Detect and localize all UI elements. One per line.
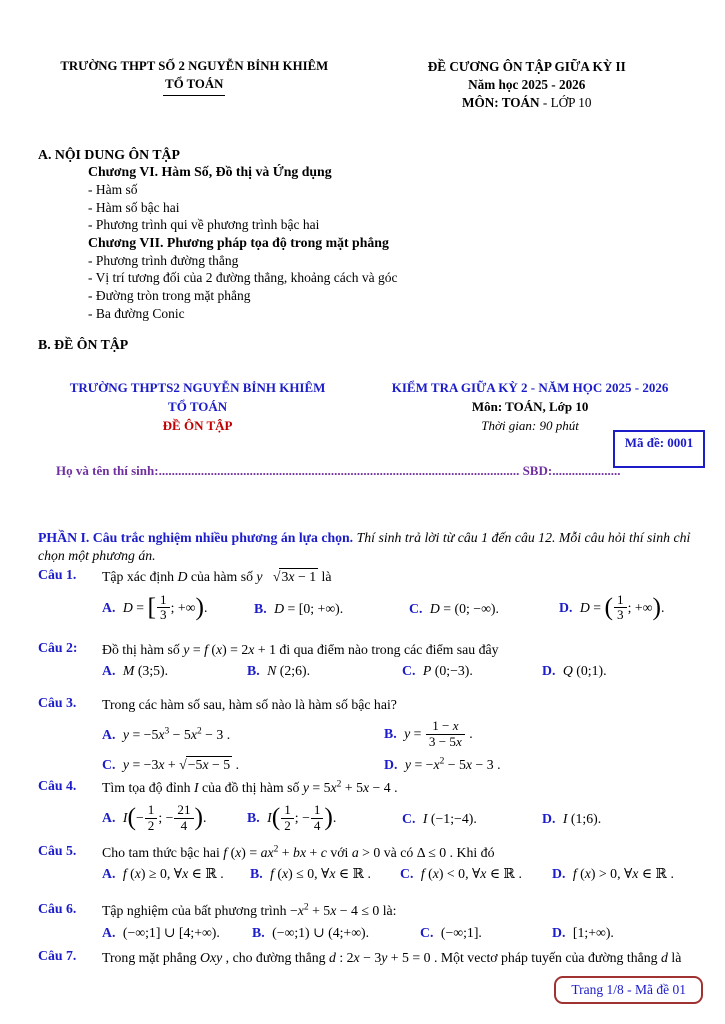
school-block (38, 58, 351, 111)
exam-type: ĐỀ ÔN TẬP (162, 417, 233, 433)
exam-header-right (357, 379, 703, 436)
subject-rest: - LỚP 10 (539, 94, 592, 110)
question-list (38, 567, 703, 967)
exam-title-block (351, 58, 703, 111)
option-C: C. I (−1;−4). (402, 811, 477, 827)
option-A: A. (−∞;1] ∪ [4;+∞). (102, 924, 220, 940)
option-D: D. D = ( $\frac{1}{3}$ ; +∞). (559, 591, 665, 623)
option-D: D. $y = -x^2 - 5x - 3$ . (384, 756, 501, 773)
option-C: C. D = (0; −∞). (409, 600, 499, 616)
chapter-title: Chương VII. Phương pháp tọa độ trong mặt phẳng (88, 235, 389, 250)
chapter-item: - Hàm số (88, 182, 138, 198)
part1-heading: PHẦN I. Câu trắc nghiệm nhiều phương án lựa chọn. (38, 529, 354, 545)
question-label: Câu 1. (38, 567, 77, 583)
exam-department: TỔ TOÁN (168, 398, 228, 414)
option-B: B. y = $\frac{1 - x}{3 - 5x}$ . (384, 718, 473, 749)
option-A: A. M (3;5). (102, 662, 169, 678)
question (38, 948, 703, 967)
option-B: B. f (x) ≤ 0, ∀x ∈ ℝ . (250, 866, 371, 882)
option-D: D. f (x) > 0, ∀x ∈ ℝ . (552, 866, 674, 882)
option-C: C. f (x) < 0, ∀x ∈ ℝ . (400, 866, 522, 882)
options-row (102, 720, 703, 773)
options-row (102, 866, 703, 882)
question (38, 640, 703, 679)
question-label: Câu 5. (38, 843, 77, 859)
option-A: A. D = [ $\frac{1}{3}$ ; +∞). (102, 591, 208, 623)
chapter-list (88, 163, 703, 322)
question-text: Trong mặt phẳng Oxy , cho đường thẳng d : 2x − 3y + 5 = 0 . Một vectơ pháp tuyến của đường thẳng d là (102, 949, 682, 965)
question-label: Câu 2: (38, 639, 78, 655)
option-C: C. (−∞;1]. (420, 924, 482, 940)
chapter-item: - Đường tròn trong mặt phẳng (88, 288, 251, 304)
question-body (102, 948, 703, 967)
top-header (38, 58, 703, 111)
question-text: Tìm tọa độ đỉnh I của đồ thị hàm số $y = 5x^2 + 5x - 4$ . (102, 779, 398, 796)
option-D: D. Q (0;1). (542, 662, 607, 678)
option-B: B. N (2;6). (247, 662, 311, 678)
option-B: B. I( $\frac{1}{2}$ ; − $\frac{1}{4}$ ). (247, 802, 337, 833)
question-text: Tập nghiệm của bất phương trình $-x^2 + 5x - 4 \le 0$ là: (102, 902, 397, 919)
exam-name: KIỂM TRA GIỮA KỲ 2 - NĂM HỌC 2025 - 2026 (391, 380, 669, 396)
chapter-item: - Hàm số bậc hai (88, 199, 180, 215)
chapter-item: - Ba đường Conic (88, 305, 185, 321)
question-label: Câu 6. (38, 901, 77, 917)
section-b-heading: B. ĐỀ ÔN TẬP (38, 337, 129, 353)
part1-instructions: Thí sinh trả lời từ câu 1 đến câu 12. Mỗi câu hỏi thí sinh chỉ chọn một phương án. (38, 529, 691, 563)
subject-bold: MÔN: TOÁN (462, 94, 540, 110)
chapter-item: - Phương trình đường thẳng (88, 252, 239, 268)
page-footer-badge: Trang 1/8 - Mã đề 01 (554, 976, 703, 1004)
question-text: Tập xác định D của hàm số y √3x − 1 là (102, 569, 332, 585)
question-body (102, 843, 703, 882)
option-C: C. P (0;−3). (402, 662, 473, 678)
exam-school-name: TRƯỜNG THPTS2 NGUYỄN BỈNH KHIÊM (69, 380, 326, 396)
option-A: A. I(− $\frac{1}{2}$ ; − $\frac{21}{4}$ ). (102, 802, 207, 833)
part1-intro (38, 529, 703, 565)
student-name-line: Họ và tên thí sinh:............................................................................................................... SBD:..................... (56, 462, 621, 478)
question-label: Câu 4. (38, 778, 77, 794)
question-label: Câu 3. (38, 694, 77, 710)
chapter-item: - Vị trí tương đối của 2 đường thẳng, khoảng cách và góc (88, 270, 398, 286)
school-name: TRƯỜNG THPT SỐ 2 NGUYỄN BỈNH KHIÊM (60, 59, 329, 73)
option-C: C. y = −3x + √−5x − 5 . (102, 757, 240, 773)
chapter-item: - Phương trình qui về phương trình bậc hai (88, 217, 320, 233)
question (38, 567, 703, 623)
option-B: B. (−∞;1) ∪ (4;+∞). (252, 924, 370, 940)
exam-header-left (38, 379, 357, 436)
question-body (102, 695, 703, 773)
question-label: Câu 7. (38, 947, 77, 963)
exam-subject: Môn: TOÁN, Lớp 10 (471, 398, 589, 414)
exam-code-box: Mã đề: 0001 (613, 430, 705, 468)
question-text: Đồ thị hàm số y = f (x) = 2x + 1 đi qua điểm nào trong các điểm sau đây (102, 641, 499, 657)
question-body (102, 640, 703, 679)
option-D: D. I (1;6). (542, 811, 602, 827)
options-row (102, 804, 703, 834)
department-name: TỔ TOÁN (163, 76, 225, 96)
exam-duration: Thời gian: 90 phút (481, 417, 579, 433)
exam-header (38, 379, 703, 436)
question-body (102, 901, 703, 940)
subject-line (351, 94, 703, 112)
chapter-title: Chương VI. Hàm Số, Đồ thị và Ứng dụng (88, 164, 332, 180)
options-row (102, 925, 703, 941)
review-title: ĐỀ CƯƠNG ÔN TẬP GIỮA KỲ II (427, 59, 626, 74)
question (38, 843, 703, 882)
question-text: Cho tam thức bậc hai f $(x) = ax^2$ + bx + c với a > 0 và có Δ ≤ 0 . Khi đó (102, 844, 495, 861)
school-year: Năm học 2025 - 2026 (468, 76, 586, 92)
option-B: B. D = [0; +∞). (254, 600, 344, 616)
question (38, 778, 703, 834)
option-A: A. f (x) ≥ 0, ∀x ∈ ℝ . (102, 866, 224, 882)
question-text: Trong các hàm số sau, hàm số nào là hàm số bậc hai? (102, 696, 397, 712)
options-row (102, 591, 703, 624)
question-body (102, 778, 703, 834)
question-body (102, 567, 703, 623)
question (38, 695, 703, 773)
option-A: A. $y = -5x^3 - 5x^2 - 3$ . (102, 726, 231, 743)
question (38, 901, 703, 940)
section-a-heading: A. NỘI DUNG ÔN TẬP (38, 147, 180, 163)
options-row (102, 663, 703, 679)
option-D: D. [1;+∞). (552, 924, 614, 940)
